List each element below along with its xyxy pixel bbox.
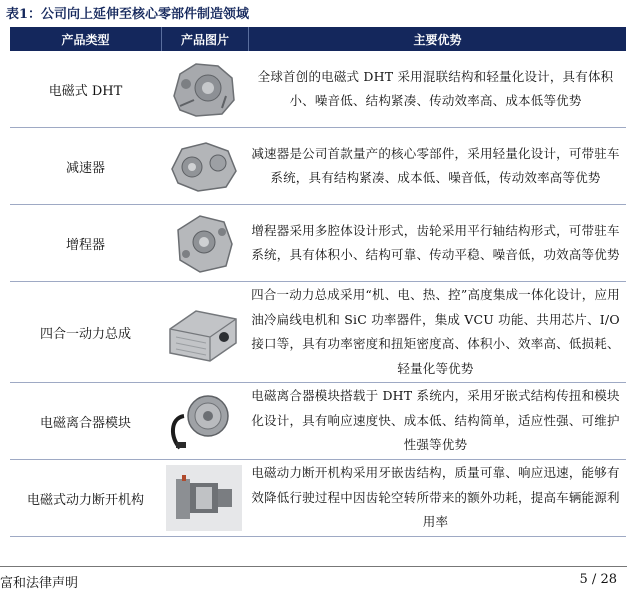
product-advantage: 电磁动力断开机构采用牙嵌齿结构，质量可靠、响应迅速，能够有效降低行驶过程中因齿轮空转所带来的额外功耗，提高车辆能源利用率 [251, 465, 620, 530]
header-advantage: 主要优势 [248, 27, 626, 51]
product-name: 电磁离合器模块 [39, 415, 131, 431]
table-row [10, 460, 626, 537]
table-row [10, 128, 626, 205]
product-advantage: 电磁离合器模块搭载于 DHT 系统内，采用牙嵌式结构传扭和模块化设计，具有响应速度快、成本低、结构简单，适应性强、可维护性强等优势 [251, 388, 620, 453]
range-extender-icon [166, 210, 242, 276]
reducer-icon [166, 133, 242, 199]
product-name: 增程器 [65, 237, 105, 253]
header-image: 产品图片 [161, 27, 248, 51]
product-advantage: 减速器是公司首款量产的核心零部件，采用轻量化设计，可带驻车系统，具有结构紧凑、成本低、噪音低，传动效率高等优势 [251, 145, 620, 185]
table-row [10, 51, 626, 128]
header-type: 产品类型 [61, 32, 110, 47]
product-advantage: 四合一动力总成采用“机、电、热、控”高度集成一体化设计，应用油冷扁线电机和 SiC 功率器件，集成 VCU 功能、共用芯片、I/O 接口等，具有功率密度和扭矩密度高、体积小、效率高、低损耗、轻量化等优势 [251, 287, 620, 376]
table-row [10, 383, 626, 460]
disconnect-mechanism-icon [166, 465, 242, 531]
product-image [161, 205, 247, 281]
powertrain-icon [166, 299, 242, 365]
product-image [161, 383, 247, 459]
table-row [10, 205, 626, 282]
product-image [161, 282, 247, 382]
footer-divider [0, 566, 627, 567]
page-number: 5 / 28 [579, 572, 617, 587]
product-advantage: 全球首创的电磁式 DHT 采用混联结构和轻量化设计，具有体积小、噪音低、结构紧凑、传动效率高、成本低等优势 [257, 68, 614, 108]
table-title: 表1：公司向上延伸至核心零部件制造领域 [6, 7, 250, 22]
product-name: 四合一动力总成 [39, 326, 131, 342]
product-name: 电磁式 DHT [48, 83, 123, 99]
product-image [161, 51, 247, 127]
product-name: 电磁式动力断开机构 [26, 492, 144, 508]
footer-disclaimer: 富和法律声明 [0, 576, 79, 591]
clutch-module-icon [166, 388, 242, 454]
components-table [10, 27, 626, 537]
table-header [10, 27, 626, 51]
product-name: 减速器 [65, 160, 105, 176]
product-advantage: 增程器采用多腔体设计形式，齿轮采用平行轴结构形式，可带驻车系统，具有体积小、结构可靠、传动平稳、噪音低，功效高等优势 [251, 222, 620, 262]
gearbox-icon [166, 56, 242, 122]
product-image [161, 460, 247, 536]
table-row [10, 282, 626, 383]
product-image [161, 128, 247, 204]
